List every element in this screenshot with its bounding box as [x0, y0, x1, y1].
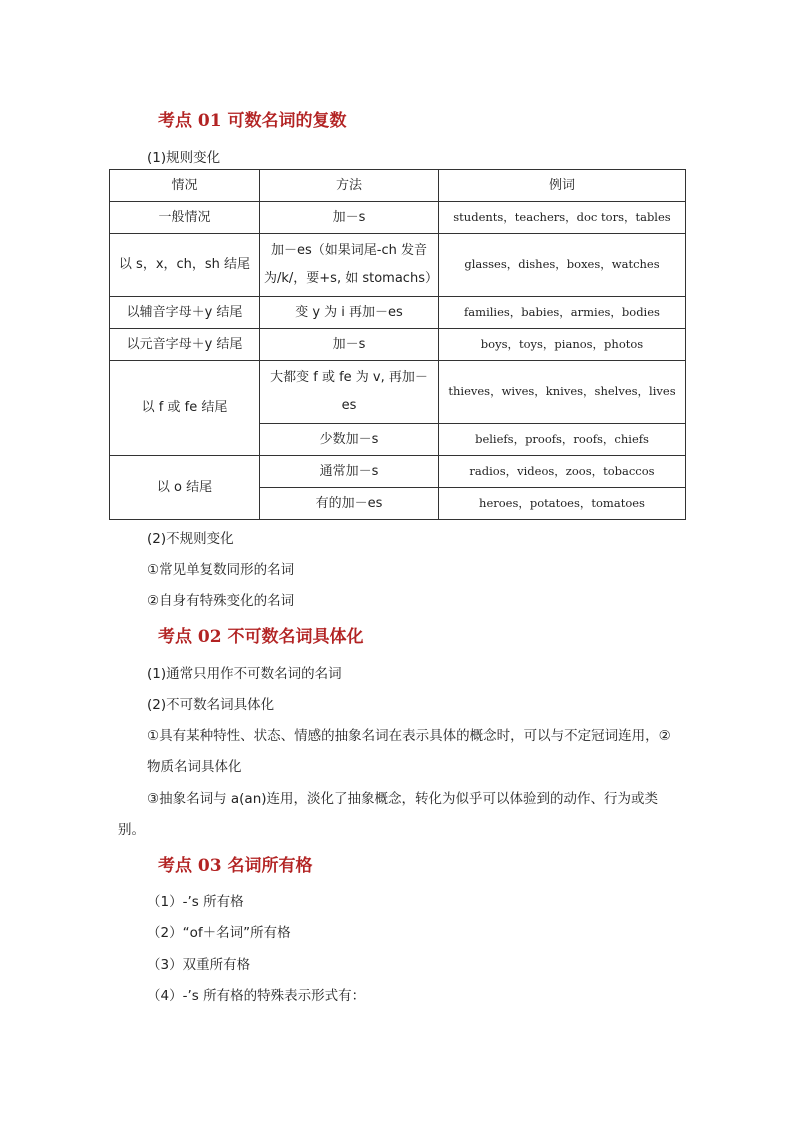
irregular-change-label: (2)不规则变化: [147, 531, 234, 547]
method-cell: 加－s: [260, 329, 439, 361]
table-row: [110, 297, 686, 329]
method-line-1: 加－es（如果词尾-ch 发音: [271, 243, 427, 258]
method-cell: 少数加－s: [260, 424, 439, 456]
table-header-row: [110, 170, 686, 202]
examples-cell: students，teachers，doc tors，tables: [439, 202, 686, 234]
examples-cell: families，babies，armies，bodies: [439, 297, 686, 329]
situation-cell: 以 s，x，ch，sh 结尾: [110, 234, 260, 297]
examples-cell: boys，toys，pianos，photos: [439, 329, 686, 361]
method-cell: 通常加－s: [260, 456, 439, 488]
situation-cell: 以 f 或 fe 结尾: [110, 361, 260, 456]
situation-cell: 一般情况: [110, 202, 260, 234]
method-line-2: 为/k/，要+s, 如 stomachs）: [264, 271, 438, 286]
regular-change-label: (1)规则变化: [147, 150, 221, 166]
examples-cell: glasses，dishes，boxes，watches: [439, 234, 686, 297]
situation-cell: 以 o 结尾: [110, 456, 260, 520]
method-cell: 有的加－es: [260, 488, 439, 520]
method-line-1: 大都变 f 或 fe 为 v, 再加－: [270, 370, 428, 385]
examples-cell: radios，videos，zoos，tobaccos: [439, 456, 686, 488]
plural-rules-table: [109, 169, 686, 520]
possessive-item-2: （2）“of＋名词”所有格: [147, 925, 291, 941]
uncountable-only-item: (1)通常只用作不可数名词的名词: [147, 666, 342, 682]
header-situation: 情况: [110, 170, 260, 202]
table-row: [110, 202, 686, 234]
possessive-item-1: （1）-’s 所有格: [147, 894, 244, 910]
method-cell: [260, 361, 439, 424]
method-line-2: es: [341, 398, 357, 413]
section-1-title: 考点 01 可数名词的复数: [158, 111, 347, 131]
possessive-item-4: （4）-’s 所有格的特殊表示形式有：: [147, 988, 366, 1004]
uncountable-concrete-item: (2)不可数名词具体化: [147, 697, 275, 713]
section-3-title: 考点 03 名词所有格: [158, 856, 313, 876]
method-cell: 加－s: [260, 202, 439, 234]
examples-cell: thieves，wives，knives，shelves，lives: [439, 361, 686, 424]
method-cell: 变 y 为 i 再加－es: [260, 297, 439, 329]
section-2-title: 考点 02 不可数名词具体化: [158, 627, 364, 647]
possessive-item-3: （3）双重所有格: [147, 957, 251, 973]
abstract-noun-paragraph-line-2: 物质名词具体化: [147, 759, 242, 775]
header-examples: 例词: [439, 170, 686, 202]
special-change-item: ②自身有特殊变化的名词: [147, 593, 295, 609]
situation-cell: 以元音字母＋y 结尾: [110, 329, 260, 361]
table-row: [110, 456, 686, 488]
table-row: [110, 234, 686, 297]
header-method: 方法: [260, 170, 439, 202]
situation-cell: 以辅音字母＋y 结尾: [110, 297, 260, 329]
article-paragraph-line-2: 别。: [118, 822, 145, 838]
table-row: [110, 361, 686, 424]
examples-cell: heroes，potatoes，tomatoes: [439, 488, 686, 520]
method-cell: [260, 234, 439, 297]
abstract-noun-paragraph-line-1: ①具有某种特性、状态、情感的抽象名词在表示具体的概念时，可以与不定冠词连用，②: [147, 728, 671, 744]
same-form-item: ①常见单复数同形的名词: [147, 562, 295, 578]
table-row: [110, 329, 686, 361]
examples-cell: beliefs，proofs，roofs，chiefs: [439, 424, 686, 456]
article-paragraph-line-1: ③抽象名词与 a(an)连用，淡化了抽象概念，转化为似乎可以体验到的动作、行为或类: [147, 791, 659, 807]
